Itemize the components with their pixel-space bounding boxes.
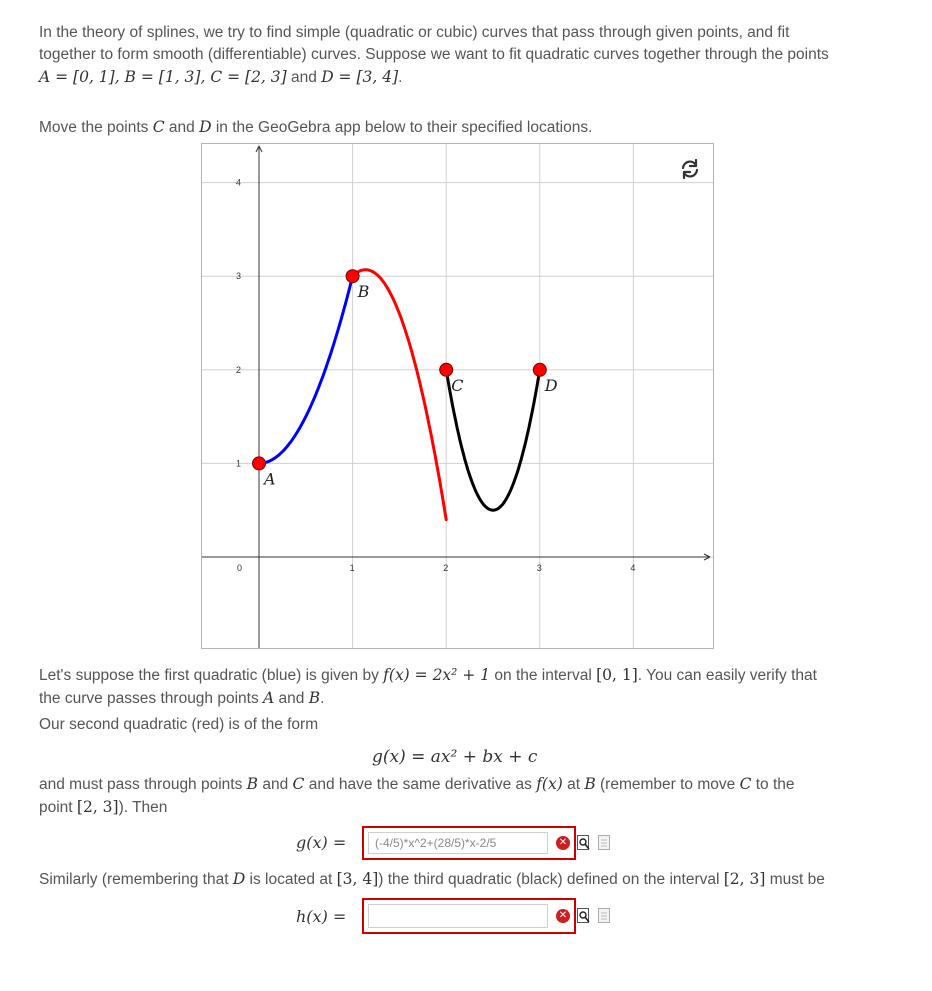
point-d-math: D = [3, 4] — [321, 68, 399, 86]
para5-point: [3, 4] — [336, 870, 379, 888]
para5-interval: [2, 3] — [723, 870, 766, 888]
paragraph-f-line-1 — [39, 664, 889, 687]
para2-pre: Let's suppose the first quadratic (blue) is given by — [39, 667, 384, 684]
intro-and: and — [286, 69, 322, 86]
intro-end: . — [398, 69, 403, 86]
x-tick-label: 3 — [536, 563, 542, 573]
para2-mid: on the interval — [490, 667, 597, 684]
answer-h-label: h(x) = — [296, 907, 347, 926]
paragraph-f — [39, 664, 889, 710]
para5-d: D — [232, 870, 246, 888]
preview-icon[interactable] — [577, 835, 591, 851]
interval-f: [0, 1] — [596, 666, 638, 684]
para4-mid: and have the same derivative as — [304, 776, 537, 793]
instruction-line — [39, 116, 889, 139]
para4-to: to the — [751, 776, 795, 793]
instruction-d: D — [199, 118, 212, 136]
para4-c: C — [292, 775, 305, 793]
x-tick-label: 2 — [443, 563, 449, 573]
instruction-c: C — [152, 118, 165, 136]
x-tick-label: 4 — [630, 563, 636, 573]
help-icon[interactable] — [598, 835, 612, 851]
paragraph-f-line-2 — [39, 687, 889, 710]
reset-icon[interactable] — [677, 156, 703, 182]
point-label-d: D — [544, 375, 558, 395]
answer-g-input[interactable] — [368, 832, 548, 854]
para2-a: A — [263, 689, 275, 707]
point-label-a: A — [264, 469, 276, 489]
points-math: A = [0, 1], B = [1, 3], C = [2, 3] — [39, 68, 287, 86]
para4-point: [2, 3] — [76, 798, 119, 816]
y-tick-label: 3 — [236, 271, 242, 282]
help-icon[interactable] — [598, 908, 612, 924]
answer-g-label: g(x) = — [296, 833, 347, 852]
para2-b: B — [308, 689, 321, 707]
curve-g — [353, 270, 447, 520]
para4-at: at — [562, 776, 585, 793]
para5-pre: Similarly (remembering that — [39, 871, 233, 888]
g-form-equation — [372, 746, 672, 769]
intro-paragraph — [39, 22, 889, 89]
point-b[interactable] — [346, 270, 359, 283]
instruction-post: in the GeoGebra app below to their specified locations. — [211, 119, 593, 136]
para2-line2-pre: the curve passes through points — [39, 690, 264, 707]
para2-and: and — [274, 690, 309, 707]
y-tick-label: 2 — [236, 364, 242, 375]
instruction-pre: Move the points — [39, 119, 153, 136]
incorrect-icon: ✕ — [556, 909, 570, 923]
para4-b2: B — [584, 775, 596, 793]
incorrect-icon: ✕ — [556, 836, 570, 850]
graph-canvas[interactable] — [202, 144, 713, 648]
paragraph-third — [39, 868, 889, 891]
point-label-b: B — [357, 282, 370, 302]
f-definition: f(x) = 2x² + 1 — [383, 666, 491, 684]
y-tick-label: 1 — [236, 458, 242, 469]
para4-fx: f(x) — [536, 775, 563, 793]
answer-h-input[interactable] — [368, 904, 548, 928]
g-form-text: g(x) = ax² + bx + c — [372, 747, 538, 767]
point-a[interactable] — [253, 457, 266, 470]
intro-line-2: together to form smooth (differentiable) curves. Suppose we want to fit quadratic curves together through the points — [39, 46, 829, 63]
intro-line-1: In the theory of splines, we try to find simple (quadratic or cubic) curves that pass through given points, and fit — [39, 24, 790, 41]
answer-h-box — [362, 898, 576, 934]
intro-line-3 — [39, 66, 889, 89]
instruction-mid: and — [164, 119, 200, 136]
para2-post: . You can easily verify that — [637, 667, 817, 684]
paragraph-derivative-line-2 — [39, 796, 889, 819]
point-c[interactable] — [440, 363, 453, 376]
y-tick-label: 4 — [236, 177, 242, 188]
paragraph-g-form: Our second quadratic (red) is of the form — [39, 716, 319, 733]
point-d[interactable] — [533, 363, 546, 376]
para4-and: and — [258, 776, 293, 793]
para4-pre: and must pass through points — [39, 776, 247, 793]
geogebra-applet[interactable] — [201, 143, 714, 649]
x-tick-label: 1 — [349, 563, 355, 573]
paragraph-derivative — [39, 773, 889, 819]
preview-icon[interactable] — [577, 908, 591, 924]
para4-c2: C — [739, 775, 752, 793]
para4-b: B — [246, 775, 259, 793]
para4-line2-post: ). Then — [118, 799, 168, 816]
para5-mid: is located at — [245, 871, 337, 888]
para5-post: must be — [765, 871, 825, 888]
paragraph-derivative-line-1 — [39, 773, 889, 796]
para2-end: . — [320, 690, 325, 707]
para4-post: (remember to move — [595, 776, 740, 793]
point-label-c: C — [451, 375, 464, 395]
para4-line2-pre: point — [39, 799, 77, 816]
para5-mid2: ) the third quadratic (black) defined on the interval — [378, 871, 724, 888]
answer-g-box — [362, 826, 576, 860]
x-tick-label: 0 — [237, 563, 243, 573]
